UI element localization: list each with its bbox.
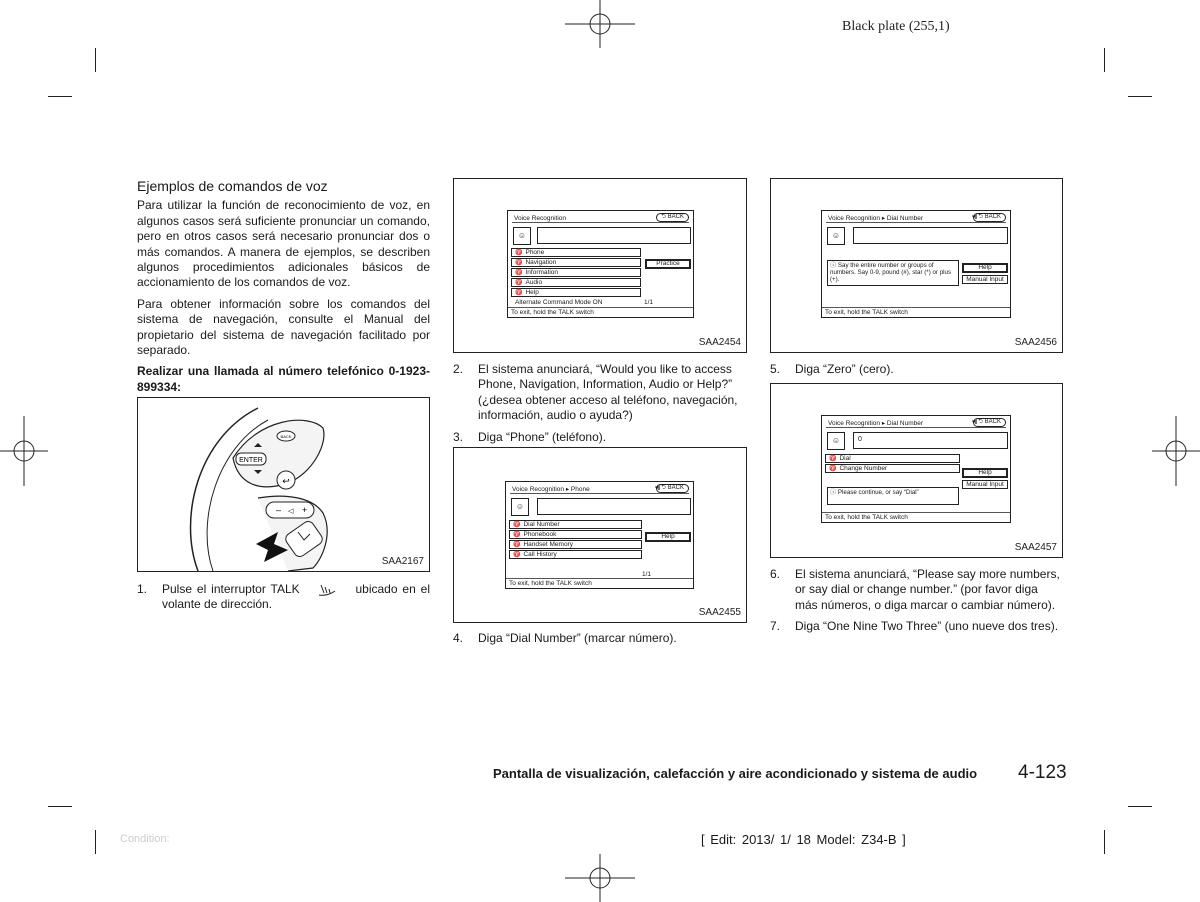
- menu-item-call-history[interactable]: ♈ Call History: [509, 550, 642, 559]
- svg-text:+: +: [302, 505, 308, 515]
- svg-text:◁: ◁: [288, 508, 294, 515]
- section-heading: Ejemplos de comandos de voz: [137, 178, 328, 194]
- svg-text:↩: ↩: [282, 476, 290, 486]
- voice-face-icon: ☺: [827, 432, 845, 450]
- column-middle-steps-b: [453, 631, 747, 652]
- screen-display: [507, 210, 694, 318]
- column-right-steps-a: [770, 362, 1063, 383]
- voice-face-icon: ☺: [827, 227, 845, 245]
- screen-title: Voice Recognition ▸ Phone: [512, 486, 590, 493]
- condition-label: Condition:: [120, 833, 170, 845]
- crop-mark: [95, 830, 96, 854]
- figure-dial-number-continue: [770, 383, 1063, 558]
- back-button[interactable]: ⮌ BACK: [656, 213, 689, 222]
- step-text: Diga “One Nine Two Three” (uno nueve dos tres).: [795, 619, 1059, 634]
- step-text: Diga “Phone” (teléfono).: [478, 429, 607, 444]
- voice-input-field: [537, 498, 691, 515]
- voice-face-icon: ☺: [511, 498, 529, 516]
- menu-item-phone[interactable]: ♈ Phone: [511, 248, 641, 257]
- menu-item-help[interactable]: ♈ Help: [511, 288, 641, 297]
- step-number: 6.: [770, 567, 781, 581]
- plate-label: Black plate (255,1): [842, 19, 950, 34]
- voice-input-field: [853, 227, 1008, 244]
- enter-key-label: ENTER: [239, 457, 263, 464]
- step-item: [453, 631, 747, 646]
- step-text: Diga “Zero” (cero).: [795, 362, 894, 376]
- signal-icon: ▾ıl: [971, 214, 976, 221]
- registration-mark-right: [1152, 416, 1200, 486]
- voice-input-field: [537, 227, 691, 244]
- screen-title: Voice Recognition ▸ Dial Number: [828, 420, 924, 427]
- figure-code: SAA2454: [698, 337, 741, 348]
- crop-mark: [48, 96, 72, 97]
- step-number: 5.: [770, 362, 781, 376]
- step-item: [453, 362, 747, 424]
- svg-text:–: –: [276, 505, 282, 515]
- back-button[interactable]: ⮌ BACK: [656, 484, 689, 493]
- screen-footer: To exit, hold the TALK switch: [822, 512, 1010, 522]
- back-label: BACK: [667, 485, 684, 491]
- back-label: BACK: [984, 419, 1001, 425]
- page-indicator: 1/1: [644, 299, 654, 306]
- paragraph: Para obtener información sobre los comandos del sistema de navegación, consulte el Manual del propietario del sistema de navegación facilitado por separado.: [137, 296, 430, 358]
- signal-icon: ▾ıl: [971, 419, 976, 426]
- manual-input-button[interactable]: Manual Input: [962, 275, 1008, 284]
- step-number: 7.: [770, 619, 781, 634]
- menu-item-dial-number[interactable]: ♈ Dial Number: [509, 520, 642, 529]
- screen-title: Voice Recognition: [514, 215, 567, 222]
- registration-mark-top: [565, 0, 635, 48]
- step-text: ubicado en el volante de dirección.: [162, 582, 430, 612]
- registration-mark-bottom: [565, 854, 635, 902]
- screen-footer: To exit, hold the TALK switch: [508, 307, 693, 317]
- step-item: [137, 582, 430, 613]
- screen-footer: To exit, hold the TALK switch: [506, 578, 693, 588]
- figure-dial-number: [770, 178, 1063, 353]
- section-footer-title: Pantalla de visualización, calefacción y aire acondicionado y sistema de audio: [493, 766, 978, 781]
- crop-mark: [95, 48, 96, 72]
- menu-item-dial[interactable]: ♈ Dial: [825, 454, 960, 463]
- crop-mark: [1104, 830, 1105, 854]
- menu-item-navigation[interactable]: ♈ Navigation: [511, 258, 641, 267]
- step-text: Diga “Dial Number” (marcar número).: [478, 631, 677, 645]
- figure-code: SAA2167: [381, 556, 424, 567]
- sub-heading: Realizar una llamada al número telefónico 0-1923-899334:: [137, 364, 430, 394]
- step-text: El sistema anunciará, “Please say more numbers, or say dial or change number.” (por favor diga más números, o diga marcar o cambiar número).: [795, 567, 1060, 612]
- edit-info: [ Edit: 2013/ 1/ 18 Model: Z34-B ]: [701, 832, 906, 847]
- step-number: 2.: [453, 362, 464, 376]
- column-left: [137, 179, 430, 401]
- step-text: El sistema anunciará, “Would you like to access Phone, Navigation, Information, Audio or Help?” (¿desea obtener acceso al teléfono, navegación, información, audio o ayuda?): [478, 362, 738, 423]
- help-button[interactable]: Help: [645, 532, 691, 542]
- crop-mark: [1104, 48, 1105, 72]
- step-item: [453, 430, 747, 445]
- screen-title-bar: [826, 418, 1006, 428]
- step-number: 4.: [453, 631, 464, 645]
- help-button[interactable]: Help: [962, 468, 1008, 478]
- menu-item-handset-memory[interactable]: ♈ Handset Memory: [509, 540, 642, 549]
- step-number: 1.: [137, 582, 148, 596]
- figure-voice-recognition-phone: [453, 447, 747, 623]
- crop-mark: [1128, 96, 1152, 97]
- registration-mark-left: [0, 416, 48, 486]
- back-label: BACK: [984, 214, 1001, 220]
- figure-code: SAA2455: [698, 607, 741, 618]
- voice-input-field: 0: [853, 432, 1008, 449]
- back-button[interactable]: ⮌ BACK: [973, 213, 1006, 222]
- paragraph: Para utilizar la función de reconocimiento de voz, en algunos casos será suficiente pronunciar un comando, pero en otros casos será necesario pronunciar dos o más comandos. A manera de ejemplos, se describen algunos procedimientos adicionales básicos de accionamiento de los comandos de voz.: [137, 198, 430, 290]
- step-item: [770, 362, 1063, 377]
- alternate-mode-label: Alternate Command Mode ON: [515, 299, 603, 306]
- menu-item-audio[interactable]: ♈ Audio: [511, 278, 641, 287]
- screen-title-bar: [510, 484, 689, 494]
- crop-mark: [48, 806, 72, 807]
- practice-button[interactable]: Practice: [645, 259, 691, 269]
- back-label: BACK: [667, 214, 684, 220]
- column-left-steps: [137, 582, 430, 619]
- info-message: ⓘ Please continue, or say “Dial”: [827, 487, 959, 505]
- back-button[interactable]: ⮌ BACK: [973, 418, 1006, 427]
- screen-title-bar: [826, 213, 1006, 223]
- talk-switch-icon: [317, 583, 337, 597]
- step-item: [770, 619, 1063, 634]
- manual-input-button[interactable]: Manual Input: [962, 480, 1008, 489]
- screen-display: [505, 481, 694, 589]
- menu-item-information[interactable]: ♈ Information: [511, 268, 641, 277]
- screen-display: [821, 415, 1011, 523]
- crop-mark: [1128, 806, 1152, 807]
- figure-code: SAA2457: [1014, 542, 1057, 553]
- back-key-label: BACK: [280, 434, 292, 439]
- column-right-steps-b: [770, 567, 1063, 641]
- page-indicator: 1/1: [642, 571, 652, 578]
- column-middle-steps-a: [453, 362, 747, 451]
- menu-item-change-number[interactable]: ♈ Change Number: [825, 464, 960, 473]
- info-message: ⓘ Say the entire number or groups of numbers. Say 0-9, pound (#), star (*) or plus (+).: [827, 260, 959, 286]
- page-number: 4-123: [1018, 762, 1067, 783]
- screen-title: Voice Recognition ▸ Dial Number: [828, 215, 924, 222]
- step-number: 3.: [453, 429, 464, 444]
- screen-title-bar: [512, 213, 689, 223]
- menu-item-phonebook[interactable]: ♈ Phonebook: [509, 530, 642, 539]
- steering-wheel-illustration: [138, 398, 429, 571]
- signal-icon: ▾ıl: [654, 485, 659, 492]
- screen-footer: To exit, hold the TALK switch: [822, 307, 1010, 317]
- step-text: Pulse el interruptor TALK: [162, 582, 300, 596]
- help-button[interactable]: Help: [962, 263, 1008, 273]
- voice-face-icon: ☺: [513, 227, 531, 245]
- figure-code: SAA2456: [1014, 337, 1057, 348]
- figure-voice-recognition-main: [453, 178, 747, 353]
- figure-steering-switch: [137, 397, 430, 572]
- step-item: [770, 567, 1063, 613]
- screen-display: [821, 210, 1011, 318]
